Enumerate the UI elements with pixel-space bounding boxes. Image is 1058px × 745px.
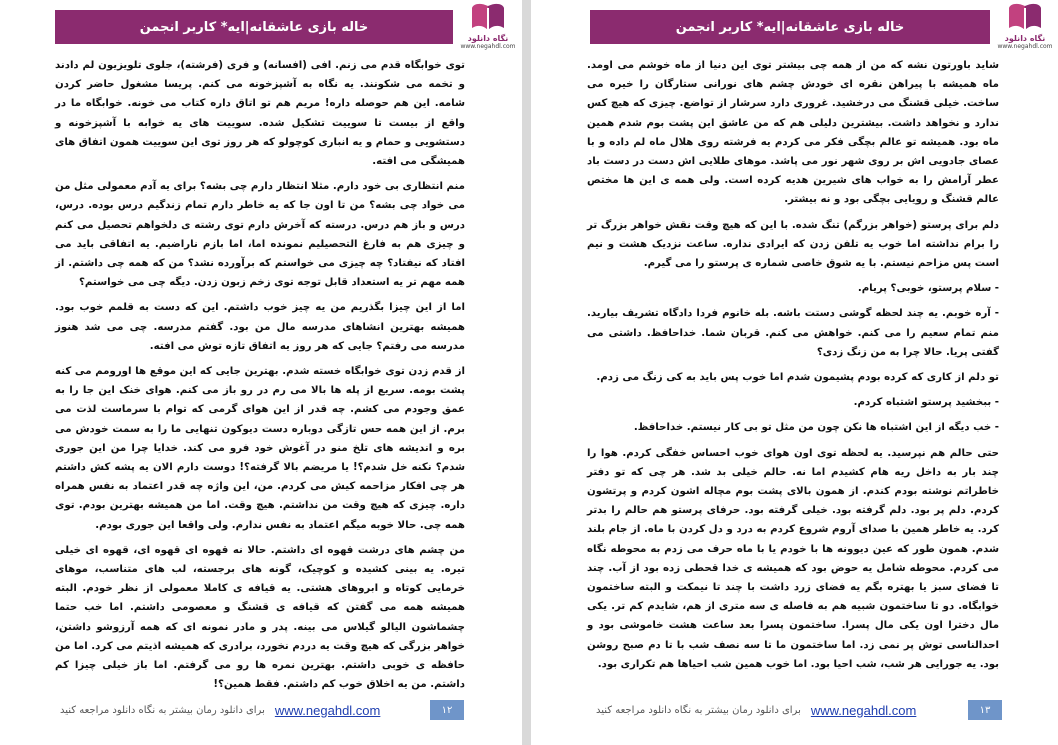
book-title: خاله بازی عاشقانه|ایه* کاربر انجمن [139, 19, 369, 35]
book-title: خاله بازی عاشقانه|ایه* کاربر انجمن [675, 19, 905, 35]
footer-text: برای دانلود رمان بیشتر به نگاه دانلود مراجعه کنید [60, 704, 265, 716]
paragraph: شاید باورتون نشه که من از همه چی بیشتر توی این دنیا از ماه خوشم می اومد. ماه همیشه با پیراهن نقره ای خودش چشم های نورانی ستارگان را خیره می ساخت. خیلی قشنگ می درخشید. غروری دارد سرشار از تواضع. چیزی که هیچ کس ندارد و نخواهد داشت. بیشترین دلیلی هم که من عاشق این پشت بوم شدم همین ماه بود. همیشه تو عالم بچگی فکر می کردم یه فرشته روی هلال ماه لم داده و با عصای جادویی اش بر روی شهر نور می پاشد. موهای طلایی اش دست در دست باد عطر آرامش را به خواب های شیرین هدیه کرده است. ولی همه ی این ها مختص عالم قشنگ و رویایی بچگی بود و نه بیشتر. [587, 60, 999, 206]
page-number: ۱۳ [968, 700, 1002, 720]
paragraph: تو دلم از کاری که کرده بودم پشیمون شدم اما خوب پس باید به کی زنگ می زدم. [596, 372, 999, 384]
paragraph: دلم برای پرستو (خواهر بزرگم) تنگ شده. با این که هیچ وقت نقش خواهر بزرگ تر را برام نداشته اما خوب یه تلفن زدن که ایرادی نداره. ساعت نزدیک هشت و نیم است پس مزاحم نیستم. با یه شوق خاصی شماره ی پرستو را می گیرم. [587, 219, 999, 270]
page-header-bar [55, 10, 453, 44]
site-logo[interactable] [993, 2, 1057, 60]
page-body [55, 56, 465, 701]
book-logo-icon [470, 2, 506, 34]
paragraph: حتی حالم هم نپرسید. یه لحظه توی اون هوای خوب احساس خفگی کردم. هوا را چند بار به داخل ریه هام کشیدم اما نه. حالم خیلی بد شد. هر چی که تو دفتر خاطراتم نوشته بودم کندم. از همون بالای پشت بوم مچاله اشون کردم و پرتشون کردم. دلم پر بود. دلم گرفته بود. خیلی گرفته بود. حرفای پرستو هم حالم را بدتر کرد. یه خاطر همین با صدای آروم شروع کردم به درد و دل کردن با ماه. از جام بلند شدم. همون طور که عین دیوونه ها با خودم یا با ماه حرف می زدم به محوطه نگاه می کردم. محوطه شامل یه حوض بود که همیشه ی خدا قحطی زده بود از آب. چند تا فضای سبز یا بهتره بگم یه فضای زرد داشت با چند تا نیمکت و البته ساختمون خوابگاه. دو تا ساختمون شبیه هم به فاصله ی سه متری از هم، شایدم کم تر. یکی مال دخترا اون یکی مال پسرا. ساختمون پسرا بعد ساعت هشت خاموشی بود و احدالناسی توش پر نمی زد. اما ساختمون ما تا سه نصف شب با تا دم صبح روشن بود. یه جورایی هر شب، شب احیا بود. اما خوب همین شب احیاها هم تکراری بود. [587, 447, 999, 670]
page-footer [60, 700, 460, 720]
paragraph: از قدم زدن توی خوابگاه خسته شدم. بهترین جایی که این موقع ها اورومم می کنه پشت بومه. سریع از پله ها بالا می رم در رو باز می کنم. هوای خنک این جا را به عمق وجودم می کشم. چه قدر از این هوای گرمی که توام با سرماست لذت می برم. از این همه حس تازگی دوباره دست دیوکون تنهایی ما را به سمت خودش می بره و اندیشه های تلخ منو در آغوش خود فرو می کند. خدایا چرا من این جوری شدم؟ نکنه خل شدم؟! یا مریضم بالا گرفته؟! دوست دارم الان یه پشه کش داشتم هر چی افکار مزاحمه کیش می کردم. من، این واژه چه قدر اعتماد به نفس همراه داره. چیزی که هیچ وقت من نداشتم. هیچ وقت. اما من همیشه بهترین بودم. توی همه چی. حالا خوبه میگم اعتماد به نفس ندارم. ولی واقعا این جوری بودم. [55, 366, 465, 531]
page-gutter [522, 0, 531, 745]
dialogue-line: - آره خوبم. یه چند لحظه گوشی دستت باشه. بله خانوم فردا دادگاه تشریف بیارید. منم تمام سعیم را می کنم. خواهش می کنم. قربان شما. خداحافظ. داشتی می گفتی پریا. حالا چرا به من زنگ زدی؟ [587, 308, 999, 358]
paragraph: اما از این چیزا بگذریم من یه چیز خوب داشتم. این که دست به قلمم خوب بود. همیشه بهترین انشاهای مدرسه مال من بود. گفتم مدرسه. چی می شد هنوز مدرسه می رفتم؟ جایی که هر روز یه اتفاق تازه توش می افته. [55, 302, 465, 352]
footer-link[interactable]: www.negahdl.com [274, 702, 381, 718]
logo-name: نگاه دانلود [1004, 34, 1046, 43]
page-number: ۱۲ [430, 700, 464, 720]
dialogue-line: - سلام پرستو، خوبی؟ پریام. [857, 283, 999, 295]
logo-name: نگاه دانلود [467, 34, 509, 43]
book-logo-icon [1007, 2, 1043, 34]
dialogue-line: - ببخشید پرستو اشتباه کردم. [853, 397, 999, 409]
paragraph: توی خوابگاه قدم می زنم. افی (افسانه) و فری (فرشته)، جلوی تلویزیون لم دادند و تخمه می شکونند. یه نگاه به آشپزخونه می کنم. پریسا مشغول حاضر کردن شامه. این هم حوصله داره! مریم هم تو اتاق داره کتاب می خونه. خوابگاه ما در واقع از بیست تا سوییت تشکیل شده. سوییت های یه خوابه با آشپزخونه و دستشویی و حمام و یه انباری کوچولو که هر روز توی این سوییت همون اتفاق های همیشگی می افته. [55, 60, 465, 168]
dialogue-line: - خب دیگه از این اشتباه ها نکن چون من مثل تو بی کار نیستم. خداحافظ. [633, 422, 999, 434]
logo-url: www.negahdl.com [997, 43, 1053, 50]
paragraph: منم انتظاری بی خود دارم. مثلا انتظار دارم چی بشه؟ برای یه آدم معمولی مثل من می خواد چی بشه؟ من تا اون جا که یه خاطر دارم تمام زندگیم درس بوده. درس، درس و باز هم درس. درسته که آخرش دارم توی رشته ی دلخواهم تحصیل می کنم و چیزی هم به فارغ التحصیلیم نمونده اما، اما بازم ناراضیم. یه اتفاقی باید می افتاد که نیفتاد؟ چه چیزی می خواستم که برآورده نشد؟ من که همه چی داشتم. از همه مهم تر یه استعداد قابل توجه توی زخم زبون زدن. دیگه چی می خواستم؟ [55, 181, 465, 289]
page-right [531, 0, 1058, 745]
page-body [587, 56, 999, 680]
page-footer [596, 700, 996, 720]
footer-link[interactable]: www.negahdl.com [810, 702, 917, 718]
footer-text: برای دانلود رمان بیشتر به نگاه دانلود مراجعه کنید [596, 704, 801, 716]
site-logo[interactable] [456, 2, 520, 60]
page-header-bar [590, 10, 990, 44]
logo-url: www.negahdl.com [460, 43, 516, 50]
paragraph: من چشم های درشت قهوه ای داشتم. حالا نه قهوه ای قهوه ای، قهوه ای خیلی تیره. یه بینی کشیده و کوچیک، گونه های برجسته، لب های متناسب، موهای خرمایی کوتاه و ابروهای هشتی. یه قیافه ی کاملا معمولی از نظر خودم. البته همیشه همه می گفتن که قیافه ی قشنگ و معصومی داشتم. اما خب حتما چشماشون الیالو گیلاس می بینه. پدر و مادر نمونه ای که همه آرزوشو داشتن، خواهر بزرگی که هیچ وقت یه دردم نخورد، برادری که همیشه اذیتم می کرد. اما من حافظه ی خوبی داشتم. بهترین نمره ها رو می گرفتم. اما باز خیلی چیزا کم داشتم. من یه اخلاق خوب کم داشتم. فقط همین؟! [55, 544, 465, 691]
page-left [0, 0, 522, 745]
